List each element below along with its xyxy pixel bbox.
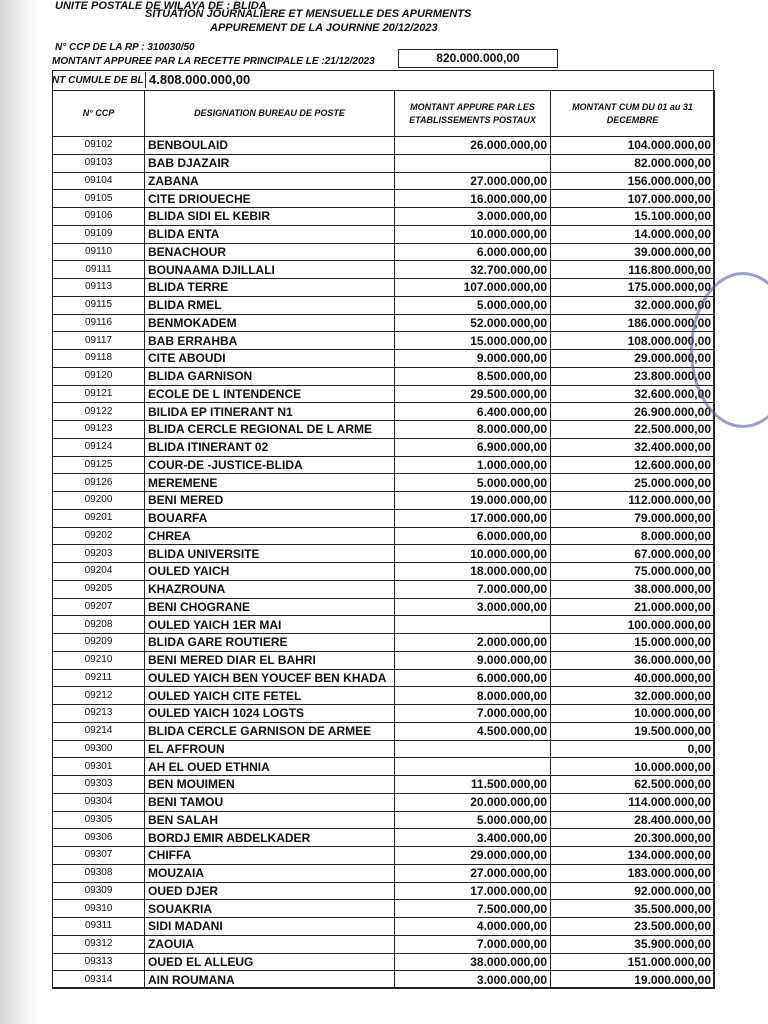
cell-designation: BENBOULAID xyxy=(145,137,395,155)
cell-ccp: 09203 xyxy=(53,545,145,563)
cell-ccp: 09117 xyxy=(53,332,145,350)
cell-designation: OUED EL ALLEUG xyxy=(145,953,395,971)
apurement-table xyxy=(52,90,715,989)
cell-designation: AIN ROUMANA xyxy=(145,971,395,989)
cell-montant-cum: 82.000.000,00 xyxy=(551,154,715,172)
col-header-designation: DESIGNATION BUREAU DE POSTE xyxy=(145,91,395,137)
cell-ccp: 09102 xyxy=(53,137,145,155)
cell-ccp: 09308 xyxy=(53,864,145,882)
cell-montant-appure: 5.000.000,00 xyxy=(395,811,551,829)
table-row xyxy=(53,527,715,545)
cell-montant-appure: 7.500.000,00 xyxy=(395,900,551,918)
cell-designation: CHIFFA xyxy=(145,847,395,865)
table-row xyxy=(53,758,715,776)
table-row xyxy=(53,332,715,350)
cell-montant-appure: 29.000.000,00 xyxy=(395,847,551,865)
table-row xyxy=(53,811,715,829)
cell-ccp: 09211 xyxy=(53,669,145,687)
cell-designation: BLIDA GARNISON xyxy=(145,367,395,385)
cell-designation: BENACHOUR xyxy=(145,243,395,261)
table-row xyxy=(53,492,715,510)
cell-montant-appure: 5.000.000,00 xyxy=(395,296,551,314)
cell-ccp: 09104 xyxy=(53,172,145,190)
table-row xyxy=(53,687,715,705)
cell-montant-cum: 186.000.000,00 xyxy=(551,314,715,332)
cell-designation: AH EL OUED ETHNIA xyxy=(145,758,395,776)
table-row xyxy=(53,190,715,208)
cell-montant-appure: 9.000.000,00 xyxy=(395,350,551,368)
cell-montant-appure: 29.500.000,00 xyxy=(395,385,551,403)
table-row xyxy=(53,598,715,616)
cell-designation: BENMOKADEM xyxy=(145,314,395,332)
montant-cumule-label: NT CUMULE DE BL xyxy=(52,75,144,86)
cell-montant-cum: 23.500.000,00 xyxy=(551,918,715,936)
cell-montant-appure: 10.000.000,00 xyxy=(395,545,551,563)
cell-designation: BAB DJAZAIR xyxy=(145,154,395,172)
cell-montant-cum: 116.800.000,00 xyxy=(551,261,715,279)
table-row xyxy=(53,580,715,598)
cell-montant-appure: 10.000.000,00 xyxy=(395,225,551,243)
table-row xyxy=(53,669,715,687)
col-header-ccp: N° CCP xyxy=(53,91,145,137)
cell-montant-appure: 20.000.000,00 xyxy=(395,793,551,811)
cell-designation: OULED YAICH 1ER MAI xyxy=(145,616,395,634)
cell-designation: BOUARFA xyxy=(145,509,395,527)
table-row xyxy=(53,918,715,936)
table-row xyxy=(53,900,715,918)
cell-ccp: 09111 xyxy=(53,261,145,279)
cell-montant-appure: 15.000.000,00 xyxy=(395,332,551,350)
cell-montant-cum: 19.000.000,00 xyxy=(551,971,715,989)
cell-montant-appure: 6.000.000,00 xyxy=(395,669,551,687)
cell-ccp: 09126 xyxy=(53,474,145,492)
cell-montant-cum: 38.000.000,00 xyxy=(551,580,715,598)
cell-montant-appure: 16.000.000,00 xyxy=(395,190,551,208)
cell-montant-cum: 26.900.000,00 xyxy=(551,403,715,421)
cell-ccp: 09311 xyxy=(53,918,145,936)
cell-ccp: 09304 xyxy=(53,793,145,811)
cell-ccp: 09213 xyxy=(53,705,145,723)
cell-ccp: 09313 xyxy=(53,953,145,971)
cell-montant-cum: 32.000.000,00 xyxy=(551,296,715,314)
cell-ccp: 09110 xyxy=(53,243,145,261)
cell-montant-appure: 3.400.000,00 xyxy=(395,829,551,847)
cell-montant-appure: 38.000.000,00 xyxy=(395,953,551,971)
table-row xyxy=(53,864,715,882)
cell-designation: BEN SALAH xyxy=(145,811,395,829)
cell-montant-appure: 8.000.000,00 xyxy=(395,687,551,705)
cell-montant-appure: 7.000.000,00 xyxy=(395,935,551,953)
cell-designation: BORDJ EMIR ABDELKADER xyxy=(145,829,395,847)
cell-montant-appure: 3.000.000,00 xyxy=(395,208,551,226)
cell-designation: SOUAKRIA xyxy=(145,900,395,918)
cell-montant-cum: 35.500.000,00 xyxy=(551,900,715,918)
table-row xyxy=(53,314,715,332)
cell-montant-appure: 107.000.000,00 xyxy=(395,279,551,297)
cell-ccp: 09207 xyxy=(53,598,145,616)
table-row xyxy=(53,296,715,314)
cell-ccp: 09201 xyxy=(53,509,145,527)
cell-montant-appure: 9.000.000,00 xyxy=(395,651,551,669)
table-row xyxy=(53,367,715,385)
cell-designation: BENI MERED DIAR EL BAHRI xyxy=(145,651,395,669)
table-row xyxy=(53,438,715,456)
cell-ccp: 09205 xyxy=(53,580,145,598)
cell-designation: EL AFFROUN xyxy=(145,740,395,758)
cell-montant-cum: 32.400.000,00 xyxy=(551,438,715,456)
cell-designation: BLIDA CERCLE REGIONAL DE L ARME xyxy=(145,421,395,439)
cell-montant-cum: 32.000.000,00 xyxy=(551,687,715,705)
cell-montant-cum: 23.800.000,00 xyxy=(551,367,715,385)
cell-montant-cum: 107.000.000,00 xyxy=(551,190,715,208)
cell-montant-cum: 14.000.000,00 xyxy=(551,225,715,243)
cell-ccp: 09208 xyxy=(53,616,145,634)
cell-designation: CHREA xyxy=(145,527,395,545)
unite-postale-title: UNITE POSTALE DE WILAYA DE : BLIDA xyxy=(55,0,267,12)
cell-montant-appure: 5.000.000,00 xyxy=(395,474,551,492)
cell-designation: ZABANA xyxy=(145,172,395,190)
cell-designation: MEREMENE xyxy=(145,474,395,492)
table-row xyxy=(53,154,715,172)
table-row xyxy=(53,829,715,847)
cell-montant-cum: 0,00 xyxy=(551,740,715,758)
table-row xyxy=(53,208,715,226)
cell-ccp: 09105 xyxy=(53,190,145,208)
cell-montant-appure: 17.000.000,00 xyxy=(395,509,551,527)
table-row xyxy=(53,722,715,740)
table-row xyxy=(53,172,715,190)
table-row xyxy=(53,456,715,474)
cell-montant-appure xyxy=(395,616,551,634)
cell-designation: OUED DJER xyxy=(145,882,395,900)
cell-montant-cum: 104.000.000,00 xyxy=(551,137,715,155)
cell-montant-cum: 100.000.000,00 xyxy=(551,616,715,634)
cell-ccp: 09306 xyxy=(53,829,145,847)
cell-designation: ZAOUIA xyxy=(145,935,395,953)
cell-montant-cum: 175.000.000,00 xyxy=(551,279,715,297)
col-header-montant-cum: MONTANT CUM DU 01 au 31 DECEMBRE xyxy=(551,91,715,137)
cell-montant-appure: 3.000.000,00 xyxy=(395,598,551,616)
cell-montant-cum: 10.000.000,00 xyxy=(551,705,715,723)
cell-ccp: 09300 xyxy=(53,740,145,758)
cell-designation: BENI MERED xyxy=(145,492,395,510)
table-row xyxy=(53,971,715,989)
cell-designation: OULED YAICH xyxy=(145,563,395,581)
table-row xyxy=(53,563,715,581)
cell-montant-cum: 8.000.000,00 xyxy=(551,527,715,545)
cell-montant-cum: 28.400.000,00 xyxy=(551,811,715,829)
table-row xyxy=(53,474,715,492)
cell-designation: CITE DRIOUECHE xyxy=(145,190,395,208)
cell-montant-appure: 4.000.000,00 xyxy=(395,918,551,936)
cell-designation: BILIDA EP ITINERANT N1 xyxy=(145,403,395,421)
montant-recette-value: 820.000.000,00 xyxy=(398,49,558,68)
cell-ccp: 09121 xyxy=(53,385,145,403)
cell-designation: BLIDA UNIVERSITE xyxy=(145,545,395,563)
cell-montant-cum: 15.000.000,00 xyxy=(551,634,715,652)
cell-ccp: 09202 xyxy=(53,527,145,545)
cell-montant-appure: 52.000.000,00 xyxy=(395,314,551,332)
cell-ccp: 09106 xyxy=(53,208,145,226)
table-row xyxy=(53,740,715,758)
table-row xyxy=(53,953,715,971)
cell-designation: BENI TAMOU xyxy=(145,793,395,811)
cell-montant-cum: 10.000.000,00 xyxy=(551,758,715,776)
cell-ccp: 09303 xyxy=(53,776,145,794)
cell-ccp: 09310 xyxy=(53,900,145,918)
cell-montant-appure: 6.000.000,00 xyxy=(395,243,551,261)
cell-ccp: 09301 xyxy=(53,758,145,776)
cell-ccp: 09209 xyxy=(53,634,145,652)
table-row xyxy=(53,545,715,563)
table-row xyxy=(53,651,715,669)
cell-ccp: 09113 xyxy=(53,279,145,297)
cell-designation: KHAZROUNA xyxy=(145,580,395,598)
cell-designation: ECOLE DE L INTENDENCE xyxy=(145,385,395,403)
cell-ccp: 09118 xyxy=(53,350,145,368)
cell-montant-cum: 21.000.000,00 xyxy=(551,598,715,616)
cell-designation: BLIDA ITINERANT 02 xyxy=(145,438,395,456)
cell-montant-cum: 183.000.000,00 xyxy=(551,864,715,882)
cell-ccp: 09122 xyxy=(53,403,145,421)
cell-montant-appure: 8.500.000,00 xyxy=(395,367,551,385)
cell-montant-appure: 6.000.000,00 xyxy=(395,527,551,545)
cell-designation: COUR-DE -JUSTICE-BLIDA xyxy=(145,456,395,474)
cell-designation: BLIDA GARE ROUTIERE xyxy=(145,634,395,652)
cell-montant-cum: 35.900.000,00 xyxy=(551,935,715,953)
cell-ccp: 09120 xyxy=(53,367,145,385)
cell-montant-cum: 92.000.000,00 xyxy=(551,882,715,900)
table-row xyxy=(53,776,715,794)
cell-montant-cum: 156.000.000,00 xyxy=(551,172,715,190)
cell-montant-cum: 62.500.000,00 xyxy=(551,776,715,794)
cell-designation: MOUZAIA xyxy=(145,864,395,882)
ccp-rp-label: N° CCP DE LA RP : 310030/50 xyxy=(55,42,195,53)
cell-montant-appure: 19.000.000,00 xyxy=(395,492,551,510)
cell-ccp: 09124 xyxy=(53,438,145,456)
cell-ccp: 09109 xyxy=(53,225,145,243)
cell-designation: BLIDA CERCLE GARNISON DE ARMEE xyxy=(145,722,395,740)
table-row xyxy=(53,935,715,953)
table-body xyxy=(53,137,715,989)
page-edge-shadow xyxy=(0,0,40,1024)
cell-designation: BLIDA ENTA xyxy=(145,225,395,243)
table-row xyxy=(53,137,715,155)
cell-montant-appure: 6.900.000,00 xyxy=(395,438,551,456)
apurement-date-title: APPUREMENT DE LA JOURNNE 20/12/2023 xyxy=(210,22,438,34)
table-row xyxy=(53,616,715,634)
cell-montant-cum: 112.000.000,00 xyxy=(551,492,715,510)
cell-montant-appure xyxy=(395,740,551,758)
cell-ccp: 09212 xyxy=(53,687,145,705)
cell-montant-appure xyxy=(395,154,551,172)
cell-montant-appure xyxy=(395,758,551,776)
table-row xyxy=(53,225,715,243)
cell-ccp: 09312 xyxy=(53,935,145,953)
cell-montant-appure: 7.000.000,00 xyxy=(395,580,551,598)
cell-designation: CITE ABOUDI xyxy=(145,350,395,368)
cell-montant-cum: 75.000.000,00 xyxy=(551,563,715,581)
cell-montant-cum: 39.000.000,00 xyxy=(551,243,715,261)
table-row xyxy=(53,243,715,261)
cell-designation: OULED YAICH 1024 LOGTS xyxy=(145,705,395,723)
cell-designation: BOUNAAMA DJILLALI xyxy=(145,261,395,279)
cell-montant-appure: 17.000.000,00 xyxy=(395,882,551,900)
montant-cumule-value: 4.808.000.000,00 xyxy=(145,72,719,88)
table-row xyxy=(53,261,715,279)
cell-montant-appure: 26.000.000,00 xyxy=(395,137,551,155)
cell-montant-appure: 18.000.000,00 xyxy=(395,563,551,581)
cell-montant-cum: 67.000.000,00 xyxy=(551,545,715,563)
cell-montant-appure: 11.500.000,00 xyxy=(395,776,551,794)
cell-ccp: 09125 xyxy=(53,456,145,474)
table-row xyxy=(53,793,715,811)
cell-montant-cum: 19.500.000,00 xyxy=(551,722,715,740)
cell-designation: OULED YAICH BEN YOUCEF BEN KHADA xyxy=(145,669,395,687)
table-row xyxy=(53,403,715,421)
cell-designation: BLIDA SIDI EL KEBIR xyxy=(145,208,395,226)
table-header-row xyxy=(53,91,715,137)
cell-designation: SIDI MADANI xyxy=(145,918,395,936)
cell-ccp: 09103 xyxy=(53,154,145,172)
table-row xyxy=(53,385,715,403)
cell-montant-appure: 8.000.000,00 xyxy=(395,421,551,439)
cell-montant-cum: 15.100.000,00 xyxy=(551,208,715,226)
cell-montant-cum: 40.000.000,00 xyxy=(551,669,715,687)
cell-designation: OULED YAICH CITE FETEL xyxy=(145,687,395,705)
cell-montant-cum: 32.600.000,00 xyxy=(551,385,715,403)
montant-recette-label: MONTANT APPUREE PAR LA RECETTE PRINCIPALE LE :21/12/2023 xyxy=(52,56,375,67)
cell-ccp: 09314 xyxy=(53,971,145,989)
cell-montant-appure: 2.000.000,00 xyxy=(395,634,551,652)
cell-designation: BLIDA TERRE xyxy=(145,279,395,297)
cell-designation: BENI CHOGRANE xyxy=(145,598,395,616)
cell-designation: BEN MOUIMEN xyxy=(145,776,395,794)
situation-title: SITUATION JOURNALIERE ET MENSUELLE DES APURMENTS xyxy=(145,8,472,20)
cell-ccp: 09210 xyxy=(53,651,145,669)
cell-montant-cum: 29.000.000,00 xyxy=(551,350,715,368)
cell-montant-cum: 114.000.000,00 xyxy=(551,793,715,811)
cell-montant-appure: 6.400.000,00 xyxy=(395,403,551,421)
cell-montant-appure: 27.000.000,00 xyxy=(395,864,551,882)
cell-montant-cum: 25.000.000,00 xyxy=(551,474,715,492)
cell-montant-cum: 12.600.000,00 xyxy=(551,456,715,474)
cell-montant-cum: 22.500.000,00 xyxy=(551,421,715,439)
table-row xyxy=(53,509,715,527)
table-row xyxy=(53,279,715,297)
cell-ccp: 09309 xyxy=(53,882,145,900)
cell-montant-appure: 7.000.000,00 xyxy=(395,705,551,723)
cell-montant-appure: 27.000.000,00 xyxy=(395,172,551,190)
cell-ccp: 09214 xyxy=(53,722,145,740)
cell-designation: BAB ERRAHBA xyxy=(145,332,395,350)
cell-ccp: 09200 xyxy=(53,492,145,510)
table-row xyxy=(53,847,715,865)
cell-montant-cum: 20.300.000,00 xyxy=(551,829,715,847)
cell-montant-cum: 151.000.000,00 xyxy=(551,953,715,971)
table-row xyxy=(53,705,715,723)
col-header-montant-appure: MONTANT APPURE PAR LES ETABLISSEMENTS POSTAUX xyxy=(395,91,551,137)
cell-ccp: 09307 xyxy=(53,847,145,865)
cell-ccp: 09123 xyxy=(53,421,145,439)
cell-ccp: 09116 xyxy=(53,314,145,332)
table-row xyxy=(53,421,715,439)
cell-montant-cum: 79.000.000,00 xyxy=(551,509,715,527)
table-row xyxy=(53,882,715,900)
cell-designation: BLIDA RMEL xyxy=(145,296,395,314)
cell-ccp: 09305 xyxy=(53,811,145,829)
table-row xyxy=(53,350,715,368)
cell-montant-appure: 1.000.000,00 xyxy=(395,456,551,474)
cell-ccp: 09115 xyxy=(53,296,145,314)
cell-montant-appure: 4.500.000,00 xyxy=(395,722,551,740)
cell-montant-appure: 3.000.000,00 xyxy=(395,971,551,989)
cell-montant-cum: 36.000.000,00 xyxy=(551,651,715,669)
cell-montant-cum: 134.000.000,00 xyxy=(551,847,715,865)
cell-montant-cum: 108.000.000,00 xyxy=(551,332,715,350)
cell-montant-appure: 32.700.000,00 xyxy=(395,261,551,279)
cell-ccp: 09204 xyxy=(53,563,145,581)
table-row xyxy=(53,634,715,652)
